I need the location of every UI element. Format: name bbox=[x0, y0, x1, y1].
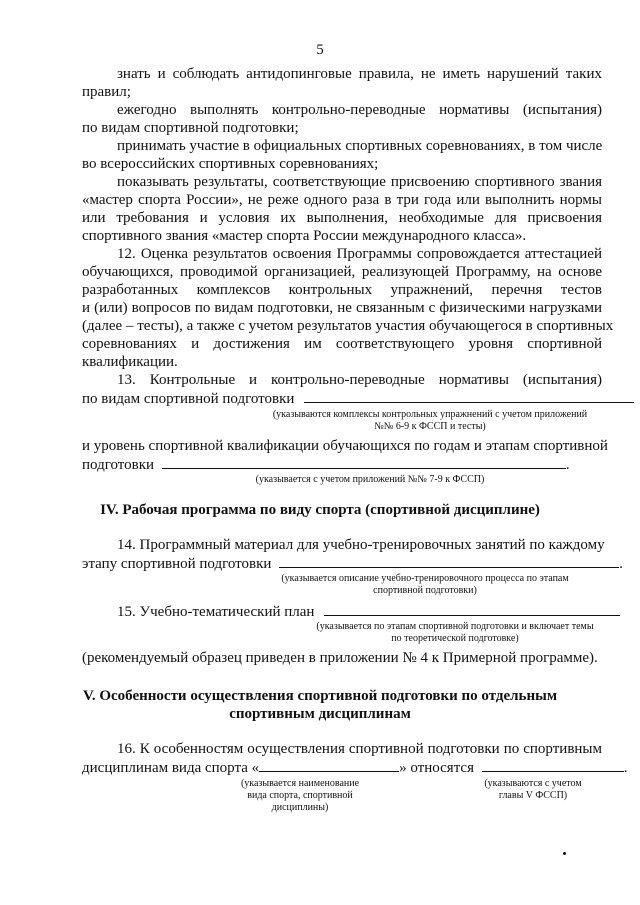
text-line bbox=[82, 390, 634, 408]
blank-underline bbox=[162, 456, 566, 469]
line-text: » относятся bbox=[399, 760, 474, 776]
field-note: главы V ФССП) bbox=[498, 790, 568, 801]
text-line: знать и соблюдать антидопинговые правила, не иметь нарушений таких bbox=[117, 66, 602, 82]
blank-underline bbox=[259, 759, 399, 772]
blank-underline bbox=[324, 603, 620, 616]
field-note: вида спорта, спортивной bbox=[247, 790, 353, 801]
line-text: дисциплинам вида спорта « bbox=[82, 760, 260, 776]
line-end: . bbox=[623, 760, 628, 776]
ink-speck bbox=[563, 852, 566, 855]
section-heading-iv: IV. Рабочая программа по виду спорта (спортивной дисциплине) bbox=[100, 502, 540, 518]
text-line: и уровень спортивной квалификации обучающихся по годам и этапам спортивной bbox=[82, 438, 608, 454]
field-note: (указываются с учетом bbox=[484, 778, 582, 789]
line-end: . bbox=[619, 556, 623, 572]
text-line: правил; bbox=[82, 84, 131, 100]
text-line: (рекомендуемый образец приведен в приложении № 4 к Примерной программе). bbox=[82, 650, 598, 666]
text-line: по видам спортивной подготовки; bbox=[82, 120, 299, 136]
text-line: 12. Оценка результатов освоения Программы сопровождается аттестацией bbox=[117, 246, 602, 262]
blank-underline bbox=[304, 390, 634, 403]
field-note: спортивной подготовки) bbox=[373, 585, 477, 596]
field-note: (указываются комплексы контрольных упражнений с учетом приложений bbox=[272, 409, 588, 420]
text-line bbox=[82, 555, 623, 573]
text-line: 16. К особенностям осуществления спортивной подготовки по спортивным bbox=[117, 741, 602, 757]
text-line bbox=[82, 759, 628, 777]
text-line: спортивного звания «мастер спорта России международного класса». bbox=[82, 228, 527, 244]
field-note: (указывается с учетом приложений №№ 7-9 к ФССП) bbox=[255, 474, 485, 485]
text-line: показывать результаты, соответствующие присвоению спортивного звания bbox=[117, 174, 602, 190]
field-note: по теоретической подготовке) bbox=[391, 633, 519, 644]
field-note: (указывается по этапам спортивной подготовки и включает темы bbox=[316, 621, 594, 632]
text-line: обучающихся, проводимой организацией, реализующей Программу, на основе bbox=[82, 264, 602, 280]
line-text: по видам спортивной подготовки bbox=[82, 391, 295, 407]
text-line: «мастер спорта России», не реже одного раза в три года или выполнить нормы bbox=[82, 192, 602, 208]
text-line: во всероссийских спортивных соревнованиях; bbox=[82, 156, 379, 172]
text-line bbox=[117, 603, 620, 621]
text-line: (далее – тесты), а также с учетом результатов участия обучающегося в спортивных bbox=[82, 318, 614, 334]
text-line: ежегодно выполнять контрольно-переводные нормативы (испытания) bbox=[117, 102, 602, 118]
blank-underline bbox=[279, 555, 619, 568]
field-note: №№ 6-9 к ФССП и тесты) bbox=[374, 421, 486, 432]
text-line: или требования и условия их выполнения, необходимые для присвоения bbox=[82, 210, 602, 226]
line-text: этапу спортивной подготовки bbox=[82, 556, 272, 572]
text-line: квалификации. bbox=[82, 354, 178, 370]
text-line: 14. Программный материал для учебно-тренировочных занятий по каждому bbox=[117, 537, 605, 553]
field-note: (указывается описание учебно-тренировочного процесса по этапам bbox=[281, 573, 569, 584]
field-note: дисциплины) bbox=[271, 802, 329, 813]
text-line bbox=[82, 456, 570, 474]
page-number: 5 bbox=[316, 42, 324, 58]
line-text: подготовки bbox=[82, 457, 155, 473]
text-line: разработанных комплексов контрольных упражнений, перечня тестов bbox=[82, 282, 602, 298]
text-line: принимать участие в официальных спортивных соревнованиях, в том числе bbox=[117, 138, 603, 154]
field-note: (указывается наименование bbox=[240, 778, 360, 789]
section-heading-v: V. Особенности осуществления спортивной подготовки по отдельным bbox=[82, 688, 558, 704]
text-line: 13. Контрольные и контрольно-переводные нормативы (испытания) bbox=[117, 372, 602, 388]
text-line: и (или) вопросов по видам подготовки, не связанным с физическими нагрузками bbox=[82, 300, 602, 316]
section-heading-v-cont: спортивным дисциплинам bbox=[229, 706, 411, 722]
line-end: . bbox=[565, 457, 570, 473]
blank-underline bbox=[482, 759, 624, 772]
text-line: соревнованиях и достижения им соответствующего уровня спортивной bbox=[82, 336, 602, 352]
line-text: 15. Учебно-тематический план bbox=[117, 604, 315, 620]
